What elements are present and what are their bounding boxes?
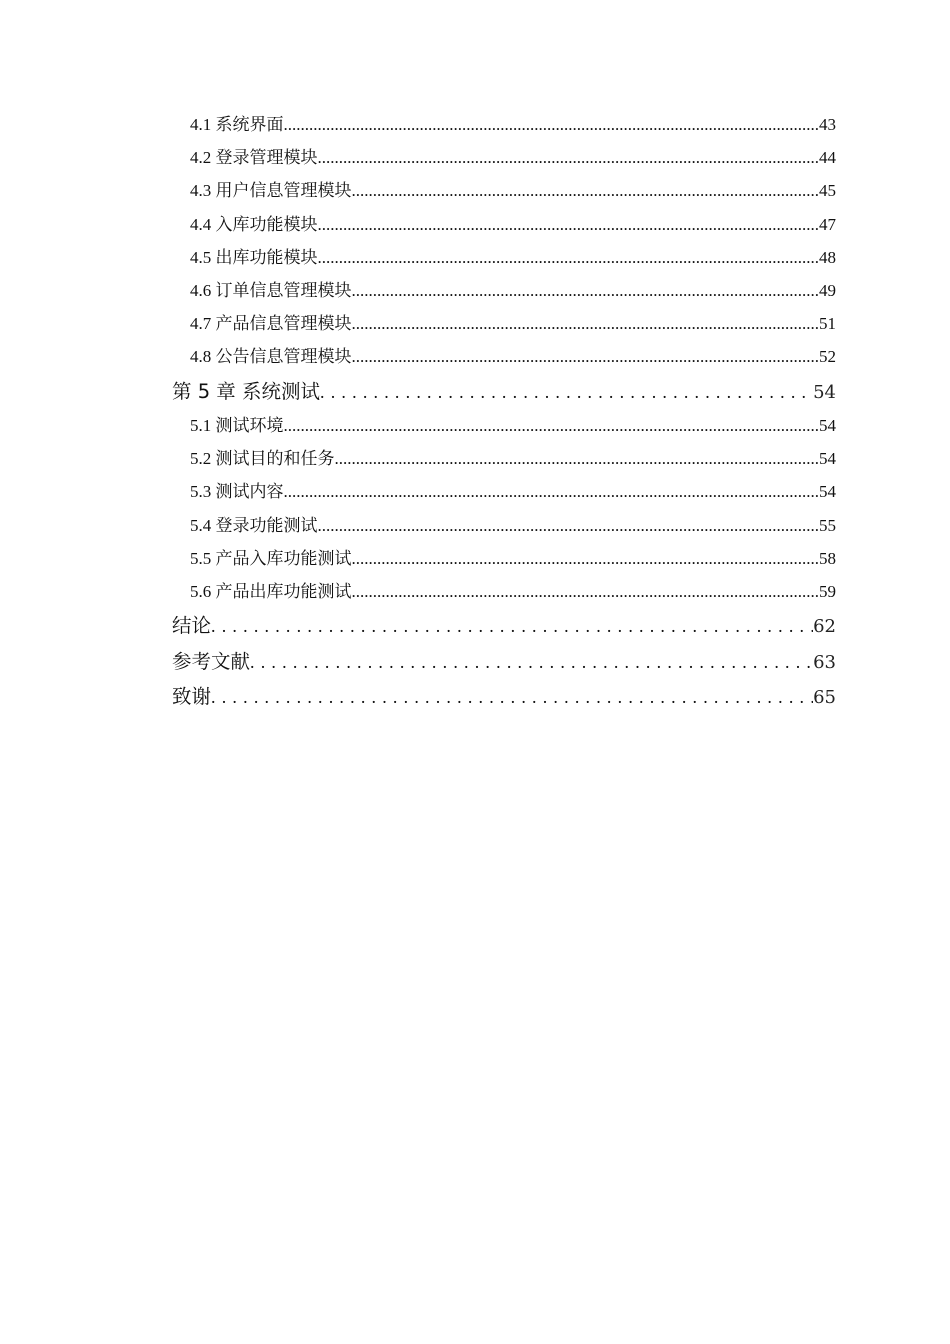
toc-leader-dots — [318, 248, 820, 268]
toc-entry-page: 54 — [819, 482, 836, 502]
toc-leader-dots — [211, 687, 813, 708]
toc-leader-dots — [284, 115, 820, 135]
toc-entry-title: 4.4 入库功能模块 — [190, 214, 318, 234]
toc-entry-page: 43 — [819, 115, 836, 134]
toc-entry-4-1[interactable] — [172, 110, 836, 143]
toc-chapter-title: 致谢 — [172, 685, 212, 709]
toc-chapter-conclusion[interactable] — [172, 610, 836, 646]
toc-entry-page: 59 — [819, 581, 836, 601]
toc-leader-dots — [352, 347, 820, 367]
toc-entry-4-4[interactable] — [172, 210, 836, 243]
toc-chapter-title: 结论 — [172, 614, 212, 638]
toc-entry-page: 51 — [819, 314, 836, 334]
toc-entry-4-3[interactable] — [172, 176, 836, 209]
table-of-contents — [172, 110, 836, 717]
toc-entry-title: 5.4 登录功能测试 — [190, 515, 318, 535]
toc-leader-dots — [352, 582, 820, 602]
toc-leader-dots — [335, 449, 820, 469]
toc-chapter-references[interactable] — [172, 646, 836, 682]
toc-entry-5-6[interactable] — [172, 577, 836, 610]
toc-entry-title: 4.3 用户信息管理模块 — [190, 181, 352, 201]
toc-leader-dots — [352, 181, 820, 201]
toc-leader-dots — [284, 416, 820, 436]
toc-leader-dots — [352, 314, 820, 334]
toc-entry-5-4[interactable] — [172, 511, 836, 544]
toc-chapter-acknowledgements[interactable] — [172, 681, 836, 717]
toc-chapter-page: 62 — [813, 616, 836, 638]
toc-entry-title: 4.2 登录管理模块 — [190, 148, 318, 168]
toc-entry-5-3[interactable] — [172, 477, 836, 510]
toc-entry-4-6[interactable] — [172, 276, 836, 309]
toc-entry-5-2[interactable] — [172, 444, 836, 477]
toc-leader-dots — [250, 652, 813, 673]
toc-entry-page: 54 — [819, 416, 836, 435]
toc-entry-title: 4.1 系统界面 — [190, 115, 284, 134]
toc-chapter-page: 63 — [813, 651, 836, 673]
toc-entry-4-8[interactable] — [172, 342, 836, 375]
toc-leader-dots — [284, 482, 820, 502]
toc-entry-page: 54 — [819, 449, 836, 469]
toc-entry-page: 55 — [819, 515, 836, 535]
toc-chapter-5[interactable] — [172, 376, 836, 412]
toc-entry-page: 58 — [819, 548, 836, 568]
toc-entry-title: 4.6 订单信息管理模块 — [190, 280, 352, 300]
toc-entry-page: 44 — [819, 148, 836, 168]
toc-entry-title: 5.6 产品出库功能测试 — [190, 581, 352, 601]
toc-chapter-page: 54 — [813, 381, 836, 403]
toc-leader-dots — [211, 616, 813, 637]
toc-entry-5-1[interactable] — [172, 411, 836, 444]
toc-entry-title: 4.7 产品信息管理模块 — [190, 314, 352, 334]
toc-entry-page: 49 — [819, 280, 836, 300]
toc-entry-title: 5.3 测试内容 — [190, 482, 284, 502]
toc-entry-title: 4.5 出库功能模块 — [190, 247, 318, 267]
toc-leader-dots — [318, 215, 820, 235]
toc-entry-page: 47 — [819, 214, 836, 234]
toc-leader-dots — [320, 382, 813, 403]
toc-chapter-title: 第 5 章 系统测试 — [172, 379, 321, 403]
toc-entry-page: 52 — [819, 347, 836, 367]
toc-leader-dots — [318, 148, 820, 168]
toc-entry-4-5[interactable] — [172, 243, 836, 276]
toc-entry-4-7[interactable] — [172, 309, 836, 342]
toc-entry-title: 5.5 产品入库功能测试 — [190, 548, 352, 568]
toc-leader-dots — [352, 281, 820, 301]
toc-entry-5-5[interactable] — [172, 544, 836, 577]
toc-entry-title: 4.8 公告信息管理模块 — [190, 347, 352, 367]
toc-entry-page: 48 — [819, 247, 836, 267]
toc-entry-4-2[interactable] — [172, 143, 836, 176]
toc-entry-title: 5.1 测试环境 — [190, 416, 284, 435]
toc-entry-page: 45 — [819, 181, 836, 201]
toc-leader-dots — [318, 516, 820, 536]
toc-chapter-page: 65 — [813, 687, 836, 709]
toc-leader-dots — [352, 549, 820, 569]
toc-chapter-title: 参考文献 — [172, 649, 251, 673]
toc-entry-title: 5.2 测试目的和任务 — [190, 449, 335, 469]
